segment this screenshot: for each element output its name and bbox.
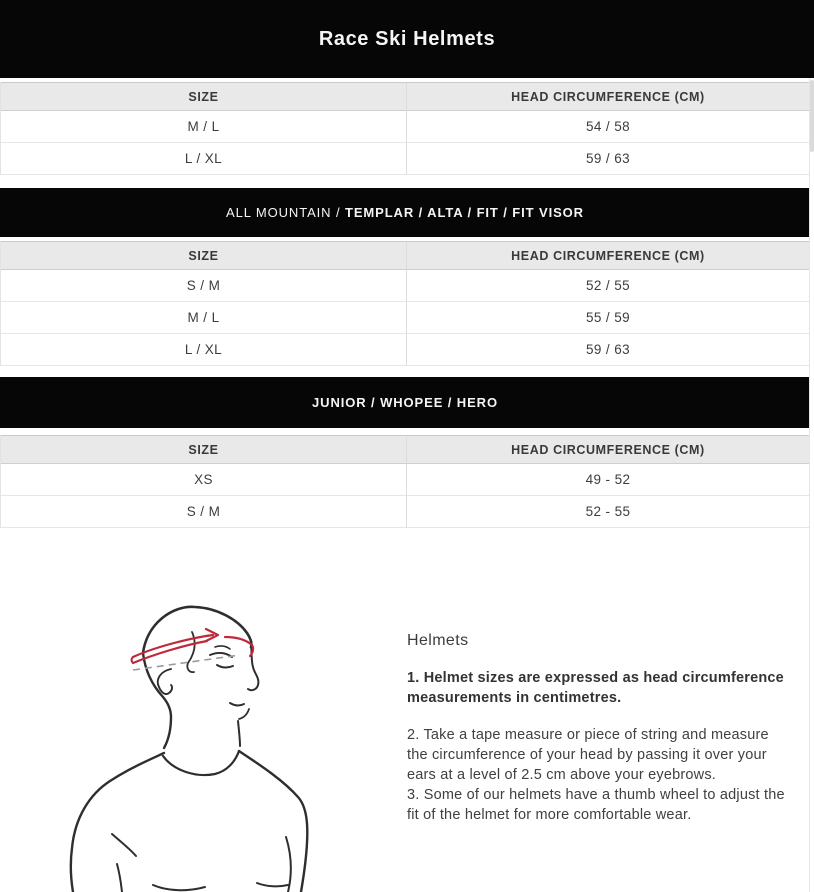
- size-cell: S / M: [1, 496, 406, 528]
- circumference-cell: 52 / 55: [406, 270, 809, 302]
- table-header-row: [1, 241, 809, 270]
- column-header-size: SIZE: [1, 82, 406, 111]
- column-header-circumference: HEAD CIRCUMFERENCE (CM): [406, 82, 809, 111]
- section-header-all-mountain: [0, 188, 810, 237]
- size-cell: M / L: [1, 111, 406, 143]
- info-heading: Helmets: [407, 632, 469, 649]
- table-row: [1, 111, 809, 143]
- all-mountain-size-table: [0, 241, 810, 366]
- table-row: [1, 464, 809, 496]
- size-cell: M / L: [1, 302, 406, 334]
- scrollbar-track: [809, 78, 814, 892]
- column-header-circumference: HEAD CIRCUMFERENCE (CM): [406, 241, 809, 270]
- circumference-cell: 49 - 52: [406, 464, 809, 496]
- circumference-cell: 54 / 58: [406, 111, 809, 143]
- table-row: [1, 302, 809, 334]
- section-title: JUNIOR / WHOPEE / HERO: [312, 395, 498, 410]
- circumference-cell: 55 / 59: [406, 302, 809, 334]
- scrollbar-thumb[interactable]: [810, 80, 814, 152]
- sizing-note-2: 2. Take a tape measure or piece of string and measure the circumference of your head by passing it over your ears at a level of 2.5 cm above your eyebrows.: [407, 727, 769, 783]
- column-header-size: SIZE: [1, 435, 406, 464]
- sizing-note-1: 1. Helmet sizes are expressed as head circumference measurements in centimetres.: [407, 670, 784, 706]
- page-title: Race Ski Helmets: [318, 27, 496, 50]
- circumference-cell: 52 - 55: [406, 496, 809, 528]
- head-measurement-illustration: [55, 575, 385, 892]
- circumference-cell: 59 / 63: [406, 334, 809, 366]
- section-title-regular-part: ALL MOUNTAIN /: [226, 205, 345, 220]
- size-cell: XS: [1, 464, 406, 496]
- size-cell: S / M: [1, 270, 406, 302]
- table-row: [1, 270, 809, 302]
- circumference-cell: 59 / 63: [406, 143, 809, 175]
- section-header-junior: [0, 377, 810, 428]
- section-title-bold-part: TEMPLAR / ALTA / FIT / FIT VISOR: [345, 205, 584, 220]
- table-row: [1, 334, 809, 366]
- table-row: [1, 496, 809, 528]
- race-size-table: [0, 82, 810, 175]
- table-header-row: [1, 435, 809, 464]
- head-measurement-sketch: [55, 575, 385, 892]
- size-cell: L / XL: [1, 143, 406, 175]
- table-row: [1, 143, 809, 175]
- size-cell: L / XL: [1, 334, 406, 366]
- column-header-circumference: HEAD CIRCUMFERENCE (CM): [406, 435, 809, 464]
- sizing-note-3: 3. Some of our helmets have a thumb wheel to adjust the fit of the helmet for more comfortable wear.: [407, 787, 785, 823]
- junior-size-table: [0, 435, 810, 528]
- helmet-info-column: [407, 632, 787, 825]
- section-header-race: [0, 0, 814, 78]
- column-header-size: SIZE: [1, 241, 406, 270]
- table-header-row: [1, 82, 809, 111]
